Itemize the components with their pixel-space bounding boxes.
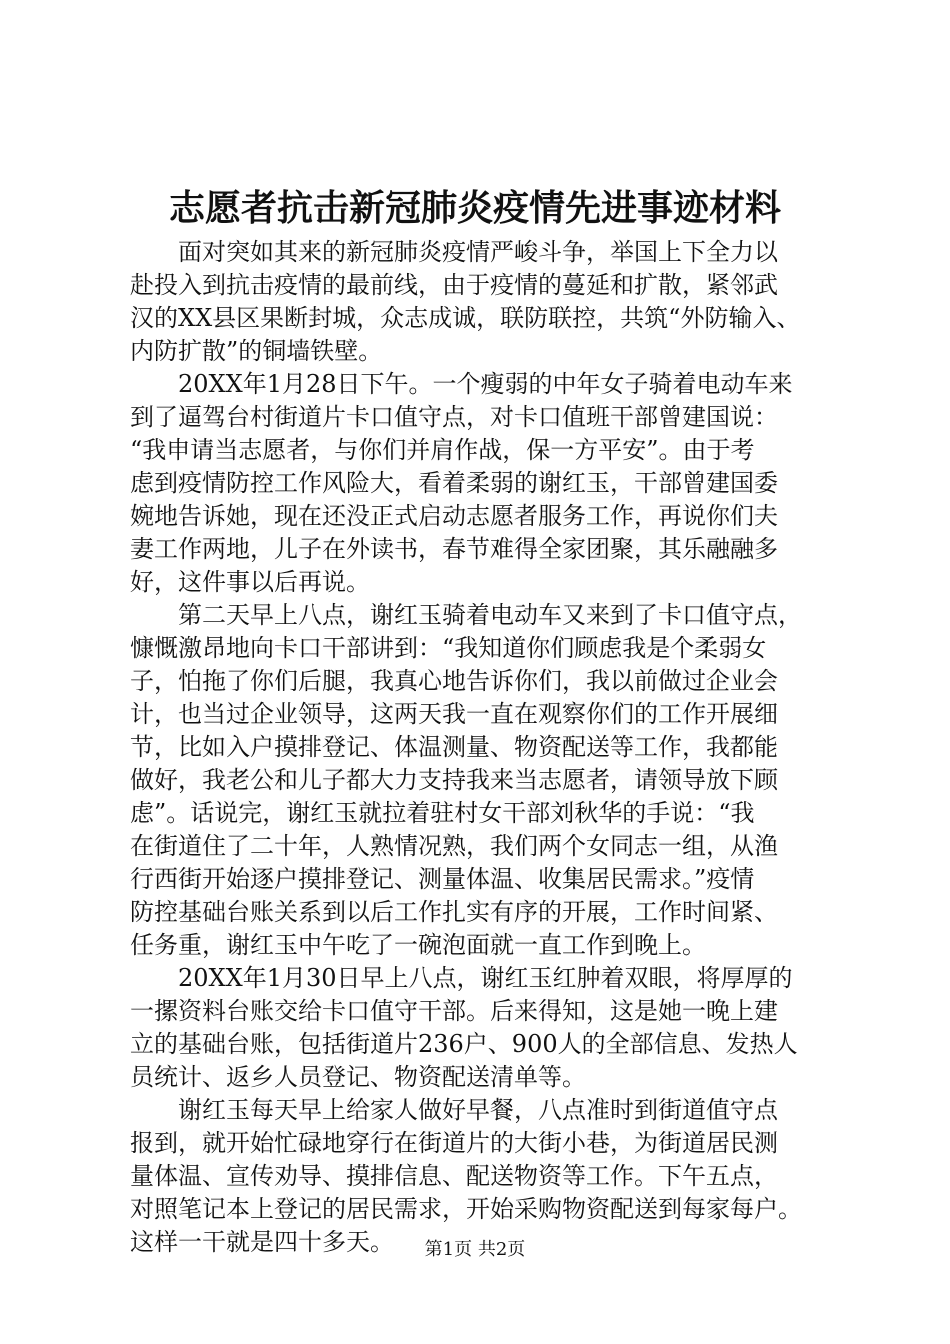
text-line: 计，也当过企业领导，这两天我一直在观察你们的工作开展细 [130,700,778,728]
text-line: 到了逼驾台村街道片卡口值守点，对卡口值班干部曾建国说： [130,403,778,431]
text-line: 内防扩散”的铜墙铁壁。 [130,337,383,365]
text-line: 员统计、返乡人员登记、物资配送清单等。 [130,1063,586,1091]
text-line: 立的基础台账，包括街道片236户、900人的全部信息、发热人 [130,1030,798,1058]
text-line: 任务重，谢红玉中午吃了一碗泡面就一直工作到晚上。 [130,931,706,959]
text-line: 报到，就开始忙碌地穿行在街道片的大街小巷，为街道居民测 [130,1129,778,1157]
paragraph-5 [130,1094,850,1259]
text-line: 好，这件事以后再说。 [130,568,370,596]
paragraph-3 [130,599,850,962]
text-line: 量体温、宣传劝导、摸排信息、配送物资等工作。下午五点， [130,1162,778,1190]
text-line: 在街道住了二十年，人熟情况熟，我们两个女同志一组，从渔 [130,832,778,860]
text-line: 妻工作两地，儿子在外读书，春节难得全家团聚，其乐融融多 [130,535,778,563]
text-line: 面对突如其来的新冠肺炎疫情严峻斗争，举国上下全力以 [178,238,778,266]
text-line: 汉的XX县区果断封城，众志成诚，联防联控，共筑“外防输入、 [130,304,801,332]
text-line: 20XX年1月30日早上八点，谢红玉红肿着双眼，将厚厚的 [178,964,793,992]
text-line: 虑”。话说完，谢红玉就拉着驻村女干部刘秋华的手说：“我 [130,799,755,827]
text-line: 一摞资料台账交给卡口值守干部。后来得知，这是她一晚上建 [130,997,778,1025]
text-line: 赴投入到抗击疫情的最前线，由于疫情的蔓延和扩散，紧邻武 [130,271,778,299]
document-title: 志愿者抗击新冠肺炎疫情先进事迹材料 [168,187,781,229]
text-line: 做好，我老公和儿子都大力支持我来当志愿者，请领导放下顾 [130,766,778,794]
text-line: 子，怕拖了你们后腿，我真心地告诉你们，我以前做过企业会 [130,667,778,695]
text-line: 这样一干就是四十多天。 [130,1228,394,1256]
text-line: 谢红玉每天早上给家人做好早餐，八点准时到街道值守点 [178,1096,778,1124]
text-line: 虑到疫情防控工作风险大，看着柔弱的谢红玉，干部曾建国委 [130,469,778,497]
text-line: “我申请当志愿者，与你们并肩作战，保一方平安”。由于考 [130,436,755,464]
text-line: 婉地告诉她，现在还没正式启动志愿者服务工作，再说你们夫 [130,502,778,530]
paragraph-1 [130,236,850,368]
text-line: 防控基础台账关系到以后工作扎实有序的开展，工作时间紧、 [130,898,778,926]
text-line: 20XX年1月28日下午。一个瘦弱的中年女子骑着电动车来 [178,370,793,398]
page-footer: 第1页 共2页 [424,1239,526,1260]
text-line: 节，比如入户摸排登记、体温测量、物资配送等工作，我都能 [130,733,778,761]
paragraph-4 [130,962,850,1094]
document-body [130,236,850,1259]
text-line: 对照笔记本上登记的居民需求，开始采购物资配送到每家每户。 [130,1195,802,1223]
text-line: 行西街开始逐户摸排登记、测量体温、收集居民需求。”疫情 [130,865,755,893]
text-line: 慷慨激昂地向卡口干部讲到：“我知道你们顾虑我是个柔弱女 [130,634,767,662]
text-line: 第二天早上八点，谢红玉骑着电动车又来到了卡口值守点， [178,601,802,629]
paragraph-2 [130,368,850,599]
